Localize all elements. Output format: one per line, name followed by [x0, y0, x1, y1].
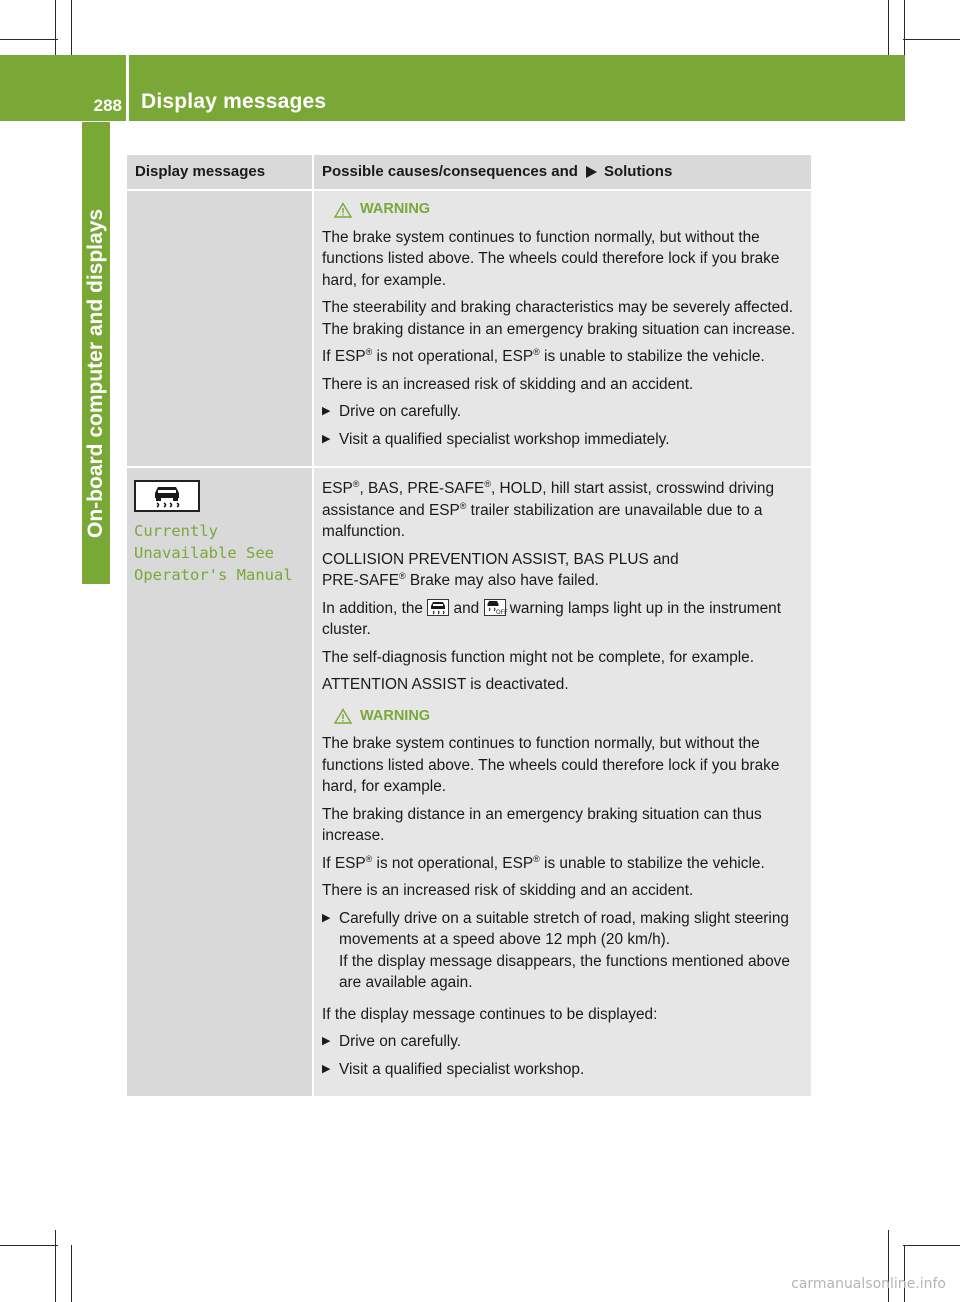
paragraph: If the display message continues to be displayed:	[322, 1005, 658, 1023]
esp-lamp-icon	[427, 599, 449, 616]
crop-mark	[71, 1245, 72, 1302]
text-fragment: COLLISION PREVENTION ASSIST, BAS PLUS and	[322, 550, 679, 568]
registered-mark: ®	[365, 346, 373, 357]
registered-mark: ®	[533, 853, 540, 864]
page-title: Display messages	[141, 90, 327, 113]
solution-arrow-icon	[584, 165, 598, 179]
crop-mark	[904, 1245, 905, 1302]
paragraph: ATTENTION ASSIST is deactivated.	[322, 676, 569, 693]
display-message-cell	[127, 191, 314, 466]
paragraph	[322, 549, 803, 592]
paragraph: There is an increased risk of skidding and an accident.	[322, 375, 694, 393]
column-header-display-messages: Display messages	[127, 155, 314, 189]
table-header	[127, 155, 811, 191]
causes-cell	[314, 468, 811, 1096]
paragraph: The braking distance in an emergency braking situation can thus increase.	[322, 805, 762, 844]
crop-mark	[903, 1245, 960, 1246]
solution-step	[322, 908, 803, 994]
step-arrow-icon: ▶	[322, 911, 331, 924]
text-fragment: is not operational, ESP	[372, 854, 534, 872]
esp-warning-lamp-icon	[134, 480, 200, 512]
column-header-solutions-text: Solutions	[603, 163, 673, 181]
crop-mark	[55, 0, 56, 58]
text-fragment: is unable to stabilize the vehicle.	[539, 348, 765, 365]
solution-step	[322, 1059, 803, 1081]
paragraph	[322, 853, 803, 875]
paragraph: The brake system continues to function normally, but without the functions listed above. The wheels could therefore lock if you brake hard, for example.	[322, 735, 780, 795]
step-arrow-icon: ▶	[322, 1035, 331, 1047]
warning-label: WARNING	[360, 201, 431, 217]
step-text	[339, 908, 803, 994]
header-divider	[126, 55, 129, 121]
column-header-causes	[314, 155, 811, 189]
watermark: carmanualsonline.info	[791, 1276, 946, 1292]
message-line: Unavailable See	[134, 544, 274, 562]
paragraph	[322, 598, 803, 641]
paragraph: The brake system continues to function normally, but without the functions listed above. The wheels could therefore lock if you brake hard, for example.	[322, 228, 780, 289]
solution-step	[322, 1031, 803, 1053]
message-line: Operator's Manual	[134, 566, 293, 584]
text-fragment: In addition, the	[322, 599, 423, 617]
text-fragment: Brake may also have failed.	[405, 572, 599, 589]
warning-heading	[322, 706, 803, 728]
registered-mark: ®	[484, 478, 491, 489]
text-fragment: trailer stabilization are unavailable due to a malfunction.	[322, 501, 763, 540]
warning-triangle-icon	[334, 708, 352, 724]
text-fragment: If ESP	[322, 348, 366, 365]
crop-mark	[71, 0, 72, 58]
crop-mark	[0, 39, 58, 40]
paragraph: The self-diagnosis function might not be complete, for example.	[322, 648, 755, 666]
registered-mark: ®	[398, 570, 406, 581]
crop-mark	[55, 1230, 56, 1302]
paragraph: There is an increased risk of skidding and an accident.	[322, 882, 694, 899]
crop-mark	[0, 1245, 58, 1246]
message-line: Currently	[134, 522, 218, 540]
text-fragment: If the display message disappears, the functions mentioned above are available again.	[339, 952, 790, 991]
paragraph	[322, 478, 803, 543]
solution-step	[322, 429, 803, 451]
display-message-cell	[127, 468, 314, 1096]
causes-cell	[314, 191, 811, 466]
crop-mark	[888, 0, 889, 58]
header-bar	[0, 55, 905, 121]
registered-mark: ®	[365, 853, 373, 864]
crop-mark	[903, 39, 960, 40]
warning-heading	[322, 199, 803, 221]
registered-mark: ®	[459, 500, 467, 511]
solution-step	[322, 401, 803, 423]
text-fragment: is not operational, ESP	[372, 348, 534, 365]
svg-text:OFF: OFF	[495, 608, 508, 616]
warning-label: WARNING	[360, 707, 431, 724]
step-text: Visit a qualified specialist workshop.	[339, 1060, 585, 1078]
paragraph	[322, 346, 803, 368]
page-number: 288	[93, 96, 122, 115]
registered-mark: ®	[533, 346, 540, 357]
text-fragment: , BAS, PRE-SAFE	[359, 480, 485, 497]
paragraph: The steerability and braking characteristics may be severely affected. The braking distance in an emergency braking situation can increase.	[322, 299, 796, 338]
text-fragment: and	[453, 599, 480, 617]
crop-mark	[904, 0, 905, 58]
step-arrow-icon: ▶	[322, 405, 331, 417]
text-fragment: warning lamps light up in the instrument cluster.	[322, 599, 781, 638]
table-row	[127, 468, 811, 1096]
step-arrow-icon: ▶	[322, 432, 331, 445]
column-header-causes-text: Possible causes/consequences and	[322, 163, 578, 181]
text-fragment: , HOLD, hill start assist, crosswind driving assistance and ESP	[322, 480, 775, 519]
step-text: Drive on carefully.	[339, 403, 462, 420]
step-text: Drive on carefully.	[339, 1033, 462, 1050]
table-row	[127, 191, 811, 468]
car-skid-icon	[149, 483, 185, 509]
text-fragment: Carefully drive on a suitable stretch of road, making slight steering movements at a speed above 12 mph (20 km/h).	[339, 909, 789, 948]
section-side-tab-label: On-board computer and displays	[84, 208, 107, 538]
registered-mark: ®	[352, 478, 360, 489]
text-fragment: If ESP	[322, 854, 366, 872]
text-fragment: ESP	[322, 480, 353, 497]
warning-triangle-icon	[334, 202, 352, 218]
text-fragment: PRE-SAFE	[322, 572, 399, 589]
display-message-text	[134, 520, 304, 586]
esp-off-lamp-icon	[484, 599, 506, 616]
step-arrow-icon: ▶	[322, 1062, 331, 1075]
step-text: Visit a qualified specialist workshop immediately.	[339, 430, 670, 448]
messages-table	[127, 155, 811, 1096]
text-fragment: is unable to stabilize the vehicle.	[539, 854, 765, 872]
